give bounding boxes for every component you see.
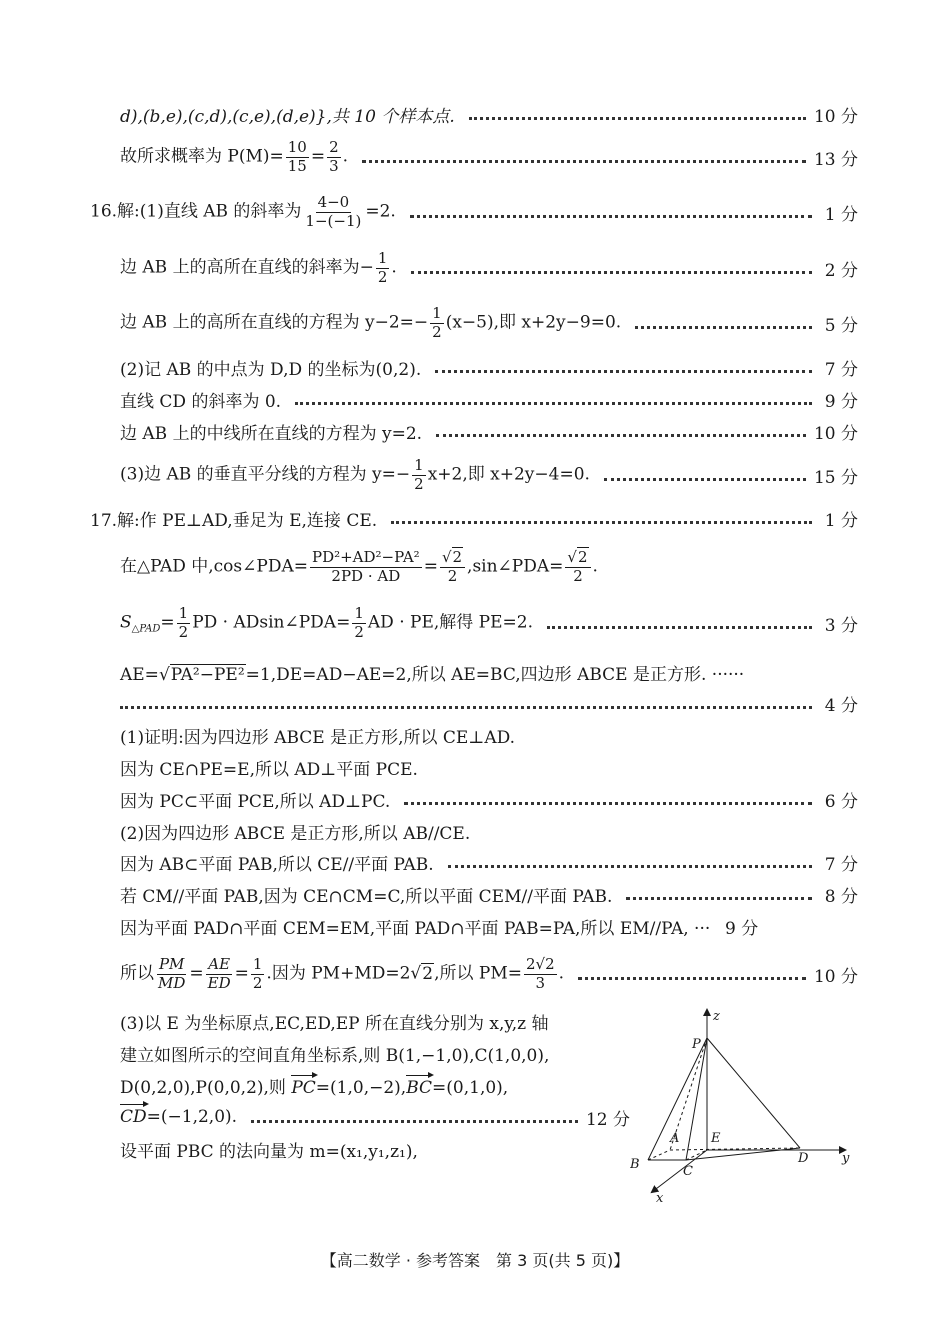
dot-leader [435,370,812,373]
fraction: $\frac{\text{PD²+AD²−PA²}}{2PD \cdot AD}$ [311,548,420,585]
line-text: PD · ADsin∠PDA= [192,612,351,633]
dot-leader [604,478,806,481]
score: 5 分 [824,315,858,336]
score: 1 分 [824,204,858,225]
label-z: z [713,1009,720,1024]
answer-line [120,604,858,641]
line-text: 故所求概率为 P(M)= [120,146,284,167]
answer-line [120,384,858,414]
label-y: y [842,1151,850,1166]
dot-leader [251,1120,578,1123]
dot-leader [469,117,806,120]
label-c: C [683,1164,693,1179]
line-text: 17.解:作 PE⊥AD,垂足为 E,连接 CE. [90,510,378,531]
edge-pc [686,1038,707,1160]
fraction: $\frac{2√2}{3}$ [526,955,555,992]
dot-leader [404,802,812,805]
line-text: (3)边 AB 的垂直平分线的方程为 y=− [120,464,411,485]
score: 10 分 [813,423,858,444]
score: 10 分 [813,106,858,127]
line-text: 因为 CE∩PE=E,所以 AD⊥平面 PCE. [120,759,418,780]
edge-pd [707,1038,800,1148]
answer-line [120,657,858,687]
label-b: B [630,1157,640,1172]
answer-line [120,1070,630,1100]
line-text: 边 AB 上的高所在直线的方程为 y−2=− [120,312,429,333]
score: 3 分 [824,615,858,636]
score: 6 分 [824,791,858,812]
answer-line [120,249,858,286]
x-axis [652,1150,707,1192]
line-text: x+2,即 x+2y−4=0. [427,464,590,485]
vector: CD [120,1107,147,1127]
answer-line [120,456,858,493]
answer-line [120,548,858,585]
line-text: 建立如图所示的空间直角坐标系,则 B(1,−1,0),C(1,0,0), [120,1045,550,1066]
fraction: $\frac{√2}{2}$ [565,549,590,585]
answer-line [120,879,858,909]
line-text: =2. [365,201,396,222]
line-text: 直线 CD 的斜率为 0. [120,391,282,412]
answer-line [120,1102,630,1132]
fraction: $\frac{AE}{ED}$ [207,955,231,992]
line-text: 所以 [120,963,154,984]
line-text: 边 AB 上的中线所在直线的方程为 y=2. [120,423,423,444]
answer-line [120,688,858,718]
answer-line [120,1134,630,1164]
line-text: ,所以 PM= [434,963,522,984]
answer-line [120,847,858,877]
line-text: 在△PAD 中,cos∠PDA= [120,556,308,577]
line-text: =1,DE=AD−AE=2,所以 AE=BC,四边形 ABCE 是正方形. ······ [245,664,745,685]
line-text: 因为 AB⊂平面 PAB,所以 CE//平面 PAB. [120,854,434,875]
line-text: D(0,2,0),P(0,0,2),则 [120,1077,292,1098]
fraction: $\frac{1}{2}$ [377,249,388,286]
score: 2 分 [824,260,858,281]
answer-line: 所以 $\frac{PM}{MD}$ = $\frac{AE}{ED}$ = $\frac{1}{2}$ .因为 PM+MD=2√2,所以 PM= $\frac{2√2}{3}$ . 10 分 [120,955,858,992]
dot-leader [295,402,812,405]
subscript: △PAD [131,623,161,635]
dot-leader [448,865,812,868]
dot-leader [626,897,812,900]
answer-line [120,138,858,175]
dot-leader [635,326,812,329]
fraction: $\frac{1}{2}$ [432,304,442,341]
score: 15 分 [813,467,858,488]
answer-line [120,1006,630,1036]
score: 13 分 [813,149,858,170]
answer-line [90,193,858,230]
line-text: d),(b,e),(c,d),(c,e),(d,e)},共 10 个样本点. [120,106,455,127]
line-text: =(−1,2,0). [146,1107,238,1127]
score: 8 分 [824,886,858,907]
answer-line [120,816,858,846]
vector: PC [291,1077,316,1098]
line-text: (x−5),即 x+2y−9=0. [445,312,622,333]
dot-leader [120,706,812,709]
line-text: 设平面 PBC 的法向量为 m=(x₁,y₁,z₁), [120,1141,418,1162]
fraction: $\frac{10}{15}$ [287,138,307,175]
score: 1 分 [824,510,858,531]
dot-leader [547,626,812,629]
fraction: $\frac{1}{2}$ [252,955,263,992]
line-text: .因为 PM+MD=2 [266,963,411,984]
fraction: $\frac{1}{2}$ [354,604,364,641]
fraction: $\frac{1}{2}$ [414,456,424,493]
score: 4 分 [824,695,858,716]
score: 9 分 [725,918,759,939]
label-p: P [692,1037,701,1052]
line-text: (1)证明:因为四边形 ABCE 是正方形,所以 CE⊥AD. [120,727,516,748]
line-text: (2)记 AB 的中点为 D,D 的坐标为(0,2). [120,359,422,380]
line-text: ,sin∠PDA= [467,556,564,577]
line-text: AD · PE,解得 PE=2. [367,612,533,633]
radical: √PA²−PE² [158,664,245,685]
line-text: 因为 PC⊂平面 PCE,所以 AD⊥PC. [120,791,391,812]
dot-leader [436,434,806,437]
line-text: =(0,1,0), [432,1077,509,1098]
line-text: (3)以 E 为坐标原点,EC,ED,EP 所在直线分别为 x,y,z 轴 [120,1013,549,1034]
answer-line [120,352,858,382]
fraction: $\frac{√2}{2}$ [440,549,465,585]
dot-leader [578,977,806,980]
answer-line [120,784,858,814]
line-text: 若 CM//平面 PAB,因为 CE∩CM=C,所以平面 CEM//平面 PAB. [120,886,613,907]
line-text: . [592,556,598,577]
line-text: = [423,556,438,577]
score: 9 分 [824,391,858,412]
label-d: D [798,1151,809,1166]
line-text: . [558,963,565,984]
line-text: =(1,0,−2), [315,1077,407,1098]
fraction: $\frac{PM}{MD}$ [158,955,186,992]
answer-line [120,720,858,750]
answer-line [120,752,858,782]
line-text: AE= [120,664,159,685]
line-text: 16.解:(1)直线 AB 的斜率为 [90,201,302,222]
fraction: $\frac{1}{2}$ [178,604,189,641]
label-x: x [656,1191,664,1206]
score: 12 分 [585,1109,630,1130]
answer-line [120,304,858,341]
line-text: S [120,612,132,633]
answer-line [120,1038,630,1068]
answer-line [120,416,858,446]
score: 7 分 [824,359,858,380]
score: 7 分 [824,854,858,875]
answer-line [120,911,858,941]
page-footer: 【高二数学 · 参考答案 第 3 页(共 5 页)】 [320,1251,630,1270]
line-text: . [391,257,397,278]
label-e: E [711,1131,721,1146]
dot-leader [391,521,812,524]
line-text: . [342,146,349,167]
dot-leader [362,160,806,163]
answer-line [90,503,858,533]
label-a: A [670,1131,680,1146]
edge-ba [648,1150,670,1160]
dot-leader [411,271,812,274]
radical: √2 [410,963,434,984]
fraction: $\frac{4-0}{1-(-1)}$ [305,193,362,230]
line-text: 边 AB 上的高所在直线的斜率为− [120,257,374,278]
score: 10 分 [813,966,858,987]
line-text: = [160,612,175,633]
vector: BC [406,1077,433,1098]
pyramid-figure [630,1000,870,1215]
line-text: 因为平面 PAD∩平面 CEM=EM,平面 PAD∩平面 PAB=PA,所以 EM//PA, ··· [120,918,711,939]
line-text: = [310,146,326,167]
dot-leader [410,215,812,218]
answer-line [120,99,858,129]
fraction: $\frac{2}{3}$ [329,138,339,175]
line-text: (2)因为四边形 ABCE 是正方形,所以 AB//CE. [120,823,471,844]
